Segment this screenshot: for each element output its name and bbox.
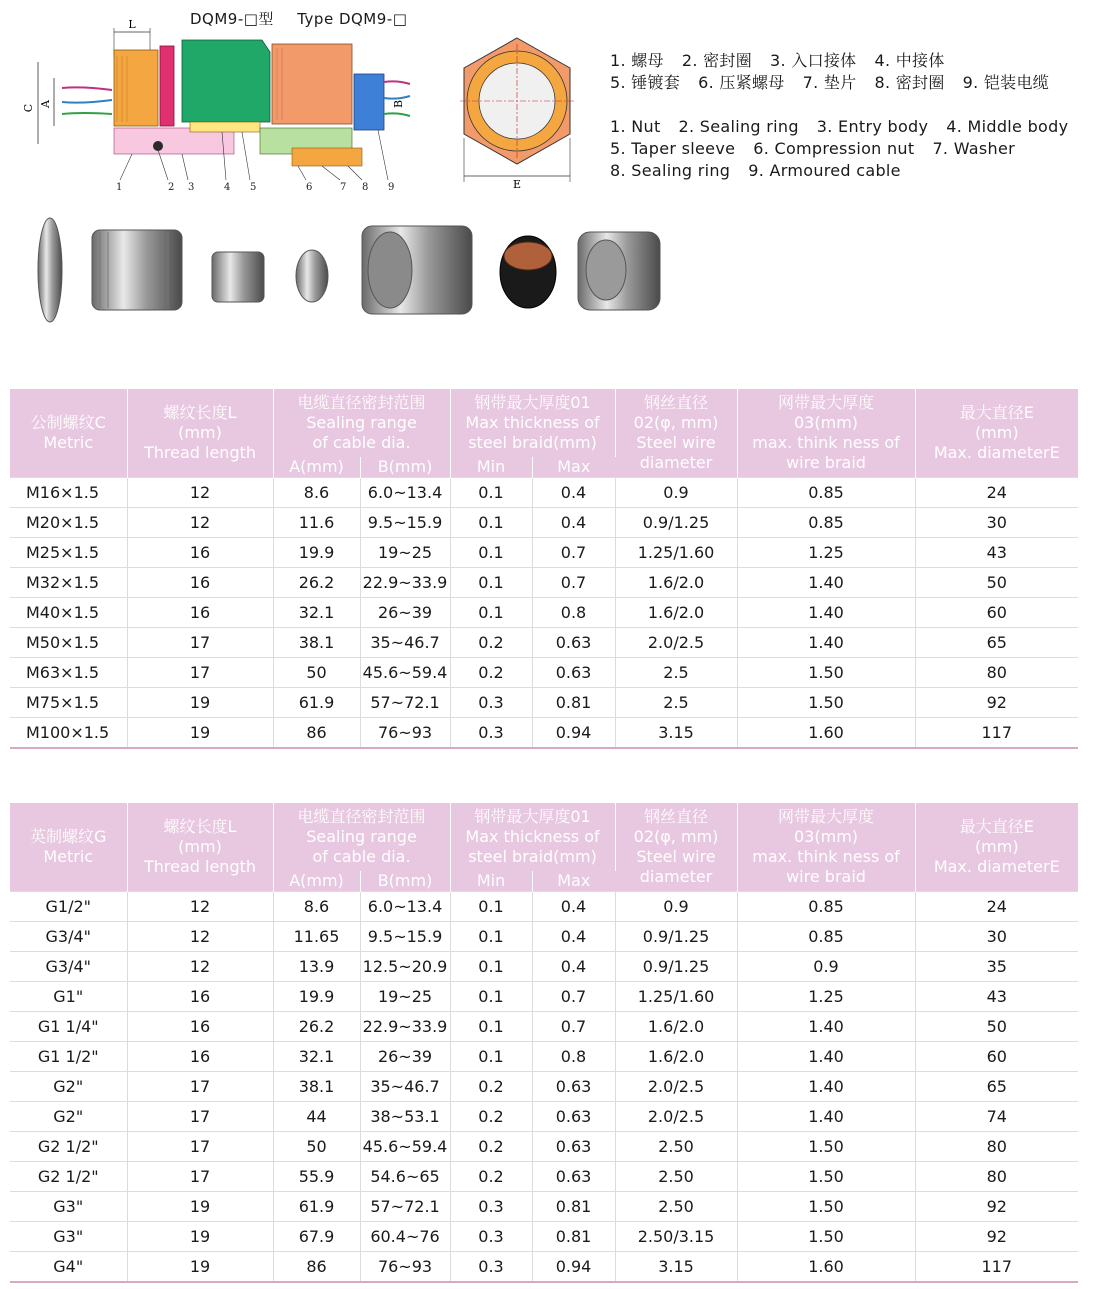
callout-6: 6 (306, 182, 313, 193)
header-max-diameter: 最大直径E (mm) Max. diameterE (915, 803, 1078, 892)
table-cell: 0.9/1.25 (615, 952, 737, 982)
table-cell: 0.2 (450, 1162, 532, 1192)
legend-item: 4. 中接体 (874, 51, 945, 70)
table-cell: 0.4 (532, 508, 615, 538)
table-cell: 0.3 (450, 688, 532, 718)
table-cell: 45.6~59.4 (360, 658, 450, 688)
table-cell: 19~25 (360, 982, 450, 1012)
photo-nut (38, 218, 62, 322)
table-cell: 117 (915, 1252, 1078, 1283)
header-max: Max (532, 871, 615, 892)
callout-8: 8 (362, 182, 369, 193)
table-cell: 24 (915, 478, 1078, 508)
legend-item: 9. Armoured cable (748, 161, 901, 180)
header-wire-braid: 网带最大厚度 03(mm) max. think ness of wire braid (737, 803, 915, 892)
table-cell: 1.50 (737, 688, 915, 718)
table-cell: 2.50/3.15 (615, 1222, 737, 1252)
table-cell: 0.9/1.25 (615, 922, 737, 952)
table-cell: 35~46.7 (360, 628, 450, 658)
table-cell: G1" (10, 982, 127, 1012)
header-min: Min (450, 871, 532, 892)
table-cell: 0.7 (532, 568, 615, 598)
table-cell: 1.50 (737, 1192, 915, 1222)
table-cell: 16 (127, 982, 273, 1012)
table-cell: 32.1 (273, 598, 360, 628)
table-cell: 60 (915, 598, 1078, 628)
table-cell: 11.6 (273, 508, 360, 538)
table-cell: 0.63 (532, 628, 615, 658)
table-cell: M25×1.5 (10, 538, 127, 568)
component-photos (30, 210, 670, 330)
table-cell: 0.9 (615, 892, 737, 922)
table-cell: 1.60 (737, 718, 915, 749)
table-cell: 17 (127, 1072, 273, 1102)
callout-3: 3 (188, 182, 195, 193)
table-cell: 0.63 (532, 1072, 615, 1102)
table-cell: 0.8 (532, 1042, 615, 1072)
table-cell: 0.2 (450, 1072, 532, 1102)
legend-item: 5. 锤镀套 (610, 73, 681, 92)
table-cell: 55.9 (273, 1162, 360, 1192)
callout-5: 5 (250, 182, 257, 193)
table-cell: 0.7 (532, 982, 615, 1012)
table-cell: M20×1.5 (10, 508, 127, 538)
header-a-mm: A(mm) (273, 871, 360, 892)
table-cell: 17 (127, 1162, 273, 1192)
table-cell: 19~25 (360, 538, 450, 568)
table-cell: 61.9 (273, 688, 360, 718)
table-cell: 0.4 (532, 892, 615, 922)
table-cell: 0.81 (532, 688, 615, 718)
table-cell: 0.63 (532, 1102, 615, 1132)
table-cell: 0.7 (532, 1012, 615, 1042)
table-cell: 8.6 (273, 892, 360, 922)
table-cell: 0.2 (450, 628, 532, 658)
table-row (10, 1072, 1078, 1102)
diagram-title-en: Type DQM9-□ (297, 10, 408, 28)
table-cell: 16 (127, 538, 273, 568)
table-cell: 57~72.1 (360, 1192, 450, 1222)
table-cell: 2.50 (615, 1132, 737, 1162)
table-cell: 1.60 (737, 1252, 915, 1283)
dim-label-C: C (22, 103, 35, 113)
table-row (10, 628, 1078, 658)
dim-label-B: B (392, 99, 405, 109)
photo-entry-body (92, 230, 182, 310)
table-cell: 0.2 (450, 1132, 532, 1162)
table-cell: 43 (915, 982, 1078, 1012)
header-steel-wire: 钢丝直径 02(φ, mm) Steel wire diameter (615, 389, 737, 478)
legend-item: 3. Entry body (816, 117, 929, 136)
table-cell: 12 (127, 892, 273, 922)
table-row (10, 1012, 1078, 1042)
dim-label-E: E (512, 178, 522, 191)
legend-item: 1. 螺母 (610, 51, 664, 70)
photo-washer (296, 250, 328, 302)
table-cell: 1.25 (737, 538, 915, 568)
table-cell: 0.1 (450, 1012, 532, 1042)
table-cell: 0.3 (450, 1222, 532, 1252)
table-row (10, 952, 1078, 982)
table-cell: 1.40 (737, 598, 915, 628)
legend-item: 2. 密封圈 (681, 51, 753, 70)
table-cell: G2" (10, 1102, 127, 1132)
table-cell: 19 (127, 1222, 273, 1252)
table-cell: 0.94 (532, 1252, 615, 1283)
table-row (10, 1132, 1078, 1162)
table-cell: 22.9~33.9 (360, 1012, 450, 1042)
table-cell: 2.50 (615, 1192, 737, 1222)
legend-item: 8. 密封圈 (874, 73, 945, 92)
table-cell: 19 (127, 688, 273, 718)
table-cell: 35 (915, 952, 1078, 982)
table-row (10, 718, 1078, 749)
end-view-drawing (452, 34, 582, 194)
table-cell: 44 (273, 1102, 360, 1132)
table-cell: 0.81 (532, 1192, 615, 1222)
legend-item: 1. Nut (610, 117, 661, 136)
table-cell: 1.40 (737, 1012, 915, 1042)
callout-7: 7 (340, 182, 347, 193)
table-cell: 1.6/2.0 (615, 568, 737, 598)
photo-taper-sleeve (212, 252, 264, 302)
table-cell: 22.9~33.9 (360, 568, 450, 598)
table-row (10, 658, 1078, 688)
table-cell: G1 1/2" (10, 1042, 127, 1072)
table-cell: 6.0~13.4 (360, 478, 450, 508)
legend-en-row-2 (610, 138, 1086, 160)
table-cell: 0.1 (450, 568, 532, 598)
table-cell: G3/4" (10, 952, 127, 982)
table-row (10, 922, 1078, 952)
dim-label-A: A (39, 100, 52, 108)
table-cell: 60.4~76 (360, 1222, 450, 1252)
table-cell: 17 (127, 658, 273, 688)
table-body (10, 892, 1078, 1283)
table-cell: 0.4 (532, 478, 615, 508)
table-cell: 6.0~13.4 (360, 892, 450, 922)
table-cell: M75×1.5 (10, 688, 127, 718)
table-cell: 38.1 (273, 1072, 360, 1102)
table-cell: 65 (915, 1072, 1078, 1102)
table-cell: 0.1 (450, 1042, 532, 1072)
table-body (10, 478, 1078, 749)
legend-en-row-3 (610, 160, 1086, 182)
table-cell: 2.5 (615, 688, 737, 718)
table-cell: 2.0/2.5 (615, 1072, 737, 1102)
table-cell: G2" (10, 1072, 127, 1102)
table-cell: 80 (915, 1162, 1078, 1192)
table-cell: 50 (915, 1012, 1078, 1042)
table-cell: 16 (127, 568, 273, 598)
table-cell: 12 (127, 922, 273, 952)
table-cell: 0.85 (737, 478, 915, 508)
table-cell: 1.40 (737, 1072, 915, 1102)
header-a-mm: A(mm) (273, 457, 360, 478)
spec-table-metric (10, 389, 1078, 749)
table-cell: 50 (273, 658, 360, 688)
table-cell: G3" (10, 1192, 127, 1222)
table-cell: 0.63 (532, 1162, 615, 1192)
table-cell: 50 (915, 568, 1078, 598)
table-cell: G2 1/2" (10, 1132, 127, 1162)
table-cell: 1.25 (737, 982, 915, 1012)
table-cell: 0.1 (450, 478, 532, 508)
header-wire-braid: 网带最大厚度 03(mm) max. think ness of wire braid (737, 389, 915, 478)
callout-2: 2 (168, 182, 175, 193)
table-row (10, 1192, 1078, 1222)
table-row (10, 538, 1078, 568)
table-cell: 3.15 (615, 718, 737, 749)
table-cell: 65 (915, 628, 1078, 658)
table-cell: M16×1.5 (10, 478, 127, 508)
table-cell: 32.1 (273, 1042, 360, 1072)
table-cell: 0.81 (532, 1222, 615, 1252)
table-cell: 2.0/2.5 (615, 628, 737, 658)
table-cell: 92 (915, 688, 1078, 718)
table-cell: 117 (915, 718, 1078, 749)
table-cell: 86 (273, 718, 360, 749)
header-steel-braid: 钢带最大厚度01 Max thickness of steel braid(mm) (450, 389, 615, 457)
table-cell: 0.3 (450, 1252, 532, 1283)
table-cell: 2.0/2.5 (615, 1102, 737, 1132)
parts-legend (610, 50, 1086, 182)
table-cell: 1.40 (737, 1042, 915, 1072)
table-cell: 35~46.7 (360, 1072, 450, 1102)
table-cell: 0.94 (532, 718, 615, 749)
table-cell: 9.5~15.9 (360, 922, 450, 952)
dim-label-L: L (128, 18, 136, 31)
table-cell: 0.1 (450, 598, 532, 628)
table-cell: 76~93 (360, 1252, 450, 1283)
header-steel-wire: 钢丝直径 02(φ, mm) Steel wire diameter (615, 803, 737, 892)
table-cell: 1.50 (737, 1222, 915, 1252)
table-row (10, 1162, 1078, 1192)
table-cell: 12 (127, 508, 273, 538)
table-cell: 45.6~59.4 (360, 1132, 450, 1162)
table-cell: 54.6~65 (360, 1162, 450, 1192)
table-cell: G2 1/2" (10, 1162, 127, 1192)
table-cell: 92 (915, 1222, 1078, 1252)
table-cell: 19 (127, 718, 273, 749)
table-cell: 74 (915, 1102, 1078, 1132)
table-cell: 1.50 (737, 1132, 915, 1162)
header-thread-length: 螺纹长度L (mm) Thread length (127, 389, 273, 478)
table-cell: 1.6/2.0 (615, 598, 737, 628)
header-imperial-thread: 英制螺纹G Metric (10, 803, 127, 892)
table-cell: 0.2 (450, 1102, 532, 1132)
table-cell: G1 1/4" (10, 1012, 127, 1042)
header-metric-thread: 公制螺纹C Metric (10, 389, 127, 478)
table-row (10, 598, 1078, 628)
header-min: Min (450, 457, 532, 478)
table-row (10, 1042, 1078, 1072)
table-cell: 1.25/1.60 (615, 538, 737, 568)
table-cell: 16 (127, 598, 273, 628)
header-max: Max (532, 457, 615, 478)
table-cell: 12.5~20.9 (360, 952, 450, 982)
table-cell: 57~72.1 (360, 688, 450, 718)
table-cell: 1.40 (737, 1102, 915, 1132)
table-cell: 26.2 (273, 568, 360, 598)
table-cell: 1.50 (737, 1162, 915, 1192)
table-cell: M50×1.5 (10, 628, 127, 658)
table-cell: 17 (127, 1132, 273, 1162)
header-b-mm: B(mm) (360, 457, 450, 478)
table-row (10, 688, 1078, 718)
table-cell: G1/2" (10, 892, 127, 922)
table-cell: 0.1 (450, 922, 532, 952)
table-row (10, 1252, 1078, 1283)
table-cell: 2.5 (615, 658, 737, 688)
legend-item: 7. 垫片 (802, 73, 857, 92)
photo-sealing-ring (500, 236, 556, 308)
callout-4: 4 (224, 182, 231, 193)
legend-item: 3. 入口接体 (770, 51, 857, 70)
table-cell: 0.3 (450, 718, 532, 749)
table-cell: 0.7 (532, 538, 615, 568)
table-cell: 0.8 (532, 598, 615, 628)
table-cell: 38.1 (273, 628, 360, 658)
cable-gland-section-drawing (22, 18, 412, 196)
table-cell: 92 (915, 1192, 1078, 1222)
table-cell: 8.6 (273, 478, 360, 508)
table-cell: 19 (127, 1252, 273, 1283)
table-cell: 26~39 (360, 598, 450, 628)
table-cell: 11.65 (273, 922, 360, 952)
table-cell: 17 (127, 1102, 273, 1132)
table-cell: M63×1.5 (10, 658, 127, 688)
table-cell: M100×1.5 (10, 718, 127, 749)
table-cell: 12 (127, 478, 273, 508)
table-cell: 80 (915, 1132, 1078, 1162)
header-thread-length: 螺纹长度L (mm) Thread length (127, 803, 273, 892)
table-cell: 0.1 (450, 952, 532, 982)
table-cell: 1.6/2.0 (615, 1012, 737, 1042)
legend-item: 7. Washer (932, 139, 1016, 158)
table-cell: 1.40 (737, 628, 915, 658)
table-cell: 0.85 (737, 892, 915, 922)
table-cell: 0.4 (532, 952, 615, 982)
table-cell: 0.9 (615, 478, 737, 508)
callout-1: 1 (116, 182, 123, 193)
table-cell: 67.9 (273, 1222, 360, 1252)
table-row (10, 892, 1078, 922)
table-cell: 0.1 (450, 508, 532, 538)
table-cell: G3/4" (10, 922, 127, 952)
table-cell: M32×1.5 (10, 568, 127, 598)
header-steel-braid: 钢带最大厚度01 Max thickness of steel braid(mm) (450, 803, 615, 871)
legend-item: 2. Sealing ring (678, 117, 799, 136)
table-cell: 17 (127, 628, 273, 658)
table-cell: 43 (915, 538, 1078, 568)
table-cell: 38~53.1 (360, 1102, 450, 1132)
table-cell: 0.1 (450, 538, 532, 568)
table-cell: 26~39 (360, 1042, 450, 1072)
table-cell: 0.1 (450, 982, 532, 1012)
table-cell: 0.63 (532, 658, 615, 688)
table-cell: 0.63 (532, 1132, 615, 1162)
table-row (10, 568, 1078, 598)
table-row (10, 508, 1078, 538)
table-cell: 1.6/2.0 (615, 1042, 737, 1072)
table-cell: 0.1 (450, 892, 532, 922)
table-cell: 13.9 (273, 952, 360, 982)
table-row (10, 1102, 1078, 1132)
table-cell: 19 (127, 1192, 273, 1222)
table-cell: G4" (10, 1252, 127, 1283)
table-cell: 0.9/1.25 (615, 508, 737, 538)
table-cell: 12 (127, 952, 273, 982)
table-cell: 86 (273, 1252, 360, 1283)
table-cell: 0.3 (450, 1192, 532, 1222)
table-cell: 3.15 (615, 1252, 737, 1283)
legend-item: 5. Taper sleeve (610, 139, 736, 158)
legend-en-row-1 (610, 116, 1086, 138)
table-cell: 1.40 (737, 568, 915, 598)
table-cell: 76~93 (360, 718, 450, 749)
table-cell: 26.2 (273, 1012, 360, 1042)
photo-compression-nut (578, 232, 660, 310)
header-max-diameter: 最大直径E (mm) Max. diameterE (915, 389, 1078, 478)
table-row (10, 478, 1078, 508)
table-row (10, 1222, 1078, 1252)
diagram-title-cn: DQM9-□型 (190, 10, 274, 28)
header-b-mm: B(mm) (360, 871, 450, 892)
header-sealing-range: 电缆直径密封范围 Sealing range of cable dia. (273, 389, 450, 457)
table-cell: 1.25/1.60 (615, 982, 737, 1012)
table-cell: 61.9 (273, 1192, 360, 1222)
table-cell: 50 (273, 1132, 360, 1162)
table-cell: 24 (915, 892, 1078, 922)
header-sealing-range: 电缆直径密封范围 Sealing range of cable dia. (273, 803, 450, 871)
table-cell: 80 (915, 658, 1078, 688)
table-cell: 9.5~15.9 (360, 508, 450, 538)
table-cell: 0.4 (532, 922, 615, 952)
callout-9: 9 (388, 182, 395, 193)
table-cell: 0.9 (737, 952, 915, 982)
table-row (10, 982, 1078, 1012)
legend-item: 6. Compression nut (753, 139, 915, 158)
table-cell: 30 (915, 508, 1078, 538)
table-cell: 0.85 (737, 922, 915, 952)
legend-cn-row-2 (610, 72, 1086, 94)
table-cell: G3" (10, 1222, 127, 1252)
table-cell: 0.85 (737, 508, 915, 538)
table-cell: 60 (915, 1042, 1078, 1072)
legend-cn-row-1 (610, 50, 1086, 72)
table-cell: M40×1.5 (10, 598, 127, 628)
table-cell: 19.9 (273, 982, 360, 1012)
legend-item: 6. 压紧螺母 (698, 73, 785, 92)
spec-table-imperial (10, 803, 1078, 1283)
table-cell: 0.2 (450, 658, 532, 688)
table-cell: 1.50 (737, 658, 915, 688)
table-cell: 30 (915, 922, 1078, 952)
table-cell: 19.9 (273, 538, 360, 568)
legend-item: 9. 铠装电缆 (962, 73, 1050, 92)
table-cell: 16 (127, 1042, 273, 1072)
table-cell: 2.50 (615, 1162, 737, 1192)
legend-item: 8. Sealing ring (610, 161, 731, 180)
legend-item: 4. Middle body (946, 117, 1069, 136)
table-cell: 16 (127, 1012, 273, 1042)
photo-middle-body (362, 226, 472, 314)
